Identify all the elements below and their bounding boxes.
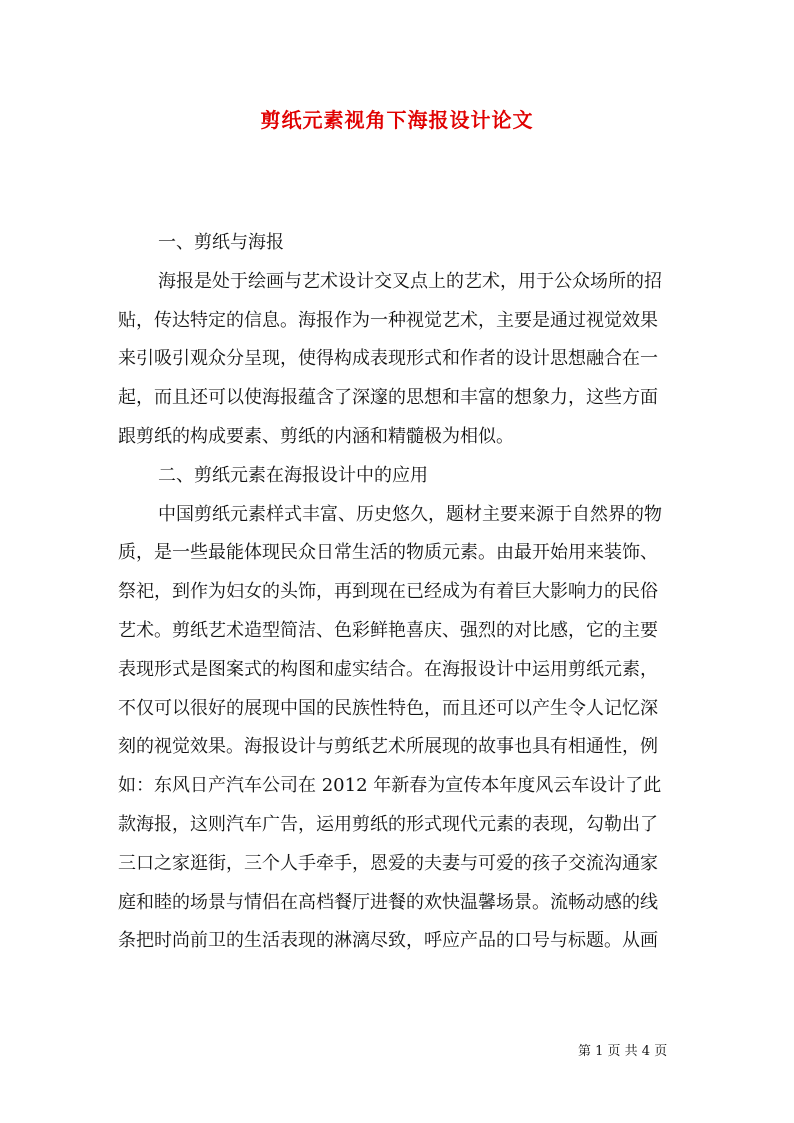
paragraph-line: 三口之家逛街，三个人手牵手，恩爱的夫妻与可爱的孩子交流沟通家 — [118, 852, 658, 874]
document-title: 剪纸元素视角下海报设计论文 — [260, 108, 534, 132]
paragraph-line: 艺术。剪纸艺术造型简洁、色彩鲜艳喜庆、强烈的对比感，它的主要 — [118, 619, 658, 641]
paragraph-line: 如：东风日产汽车公司在 2012 年新春为宣传本年度风云车设计了此 — [118, 775, 662, 797]
paragraph-line: 贴，传达特定的信息。海报作为一种视觉艺术，主要是通过视觉效果 — [118, 309, 658, 331]
paragraph-first-line: 中国剪纸元素样式丰富、历史悠久，题材主要来源于自然界的物 — [158, 503, 662, 525]
paragraph-first-line: 一、剪纸与海报 — [158, 232, 284, 253]
paragraph-line: 质，是一些最能体现民众日常生活的物质元素。由最开始用来装饰、 — [118, 542, 658, 564]
paragraph-line: 跟剪纸的构成要素、剪纸的内涵和精髓极为相似。 — [118, 425, 514, 447]
paragraph-line: 款海报，这则汽车广告，运用剪纸的形式现代元素的表现，勾勒出了 — [118, 813, 658, 835]
paragraph-line: 起，而且还可以使海报蕴含了深邃的思想和丰富的想象力，这些方面 — [118, 387, 658, 409]
paragraph-line: 祭祀，到作为妇女的头饰，再到现在已经成为有着巨大影响力的民俗 — [118, 581, 658, 603]
paragraph-first-line: 海报是处于绘画与艺术设计交叉点上的艺术，用于公众场所的招 — [158, 270, 662, 292]
paragraph-line: 表现形式是图案式的构图和虚实结合。在海报设计中运用剪纸元素， — [118, 658, 658, 680]
paragraph-line: 庭和睦的场景与情侣在高档餐厅进餐的欢快温馨场景。流畅动感的线 — [118, 891, 658, 913]
paragraph-first-line: 二、剪纸元素在海报设计中的应用 — [158, 464, 428, 486]
paragraph-line: 来引吸引观众分呈现，使得构成表现形式和作者的设计思想融合在一 — [118, 348, 658, 370]
paragraph-line: 不仅可以很好的展现中国的民族性特色，而且还可以产生令人记忆深 — [118, 697, 658, 719]
paragraph-line: 刻的视觉效果。海报设计与剪纸艺术所展现的故事也具有相通性，例 — [118, 736, 658, 758]
paragraph-line: 条把时尚前卫的生活表现的淋漓尽致，呼应产品的口号与标题。从画 — [118, 930, 658, 952]
page-number-footer: 第 1 页 共 4 页 — [578, 1044, 668, 1059]
document-body — [118, 224, 684, 961]
